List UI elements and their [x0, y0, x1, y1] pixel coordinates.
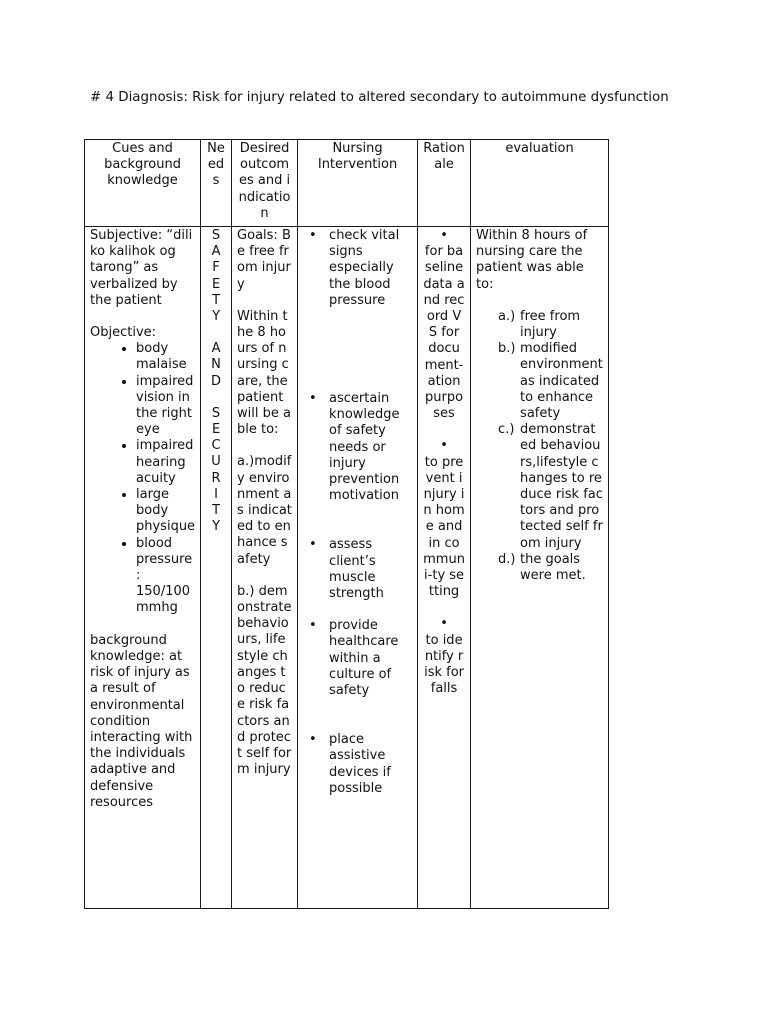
needs-letter: F [212, 260, 220, 276]
list-item: • impaired vision in the right eye [136, 374, 195, 439]
intervention-text: check vital signs especially the blood pressure [329, 228, 400, 308]
objective-label: Objective: [90, 325, 157, 341]
needs-letter: Y [212, 309, 221, 325]
list-item [498, 308, 603, 341]
needs-letter: I [214, 486, 218, 502]
item-text: modified environment as indicated to enhance safety [520, 341, 603, 422]
needs-letter: N [211, 357, 221, 373]
item-text: the goals were met. [520, 551, 586, 584]
item-marker: d.) [498, 551, 516, 567]
needs-word-and [206, 341, 226, 390]
list-item [309, 537, 412, 602]
needs-letter: E [211, 276, 221, 292]
intervention-text: ascertain knowledge of safety needs or injury prevention motivation [329, 391, 400, 504]
care-plan-table [84, 139, 609, 909]
evaluation-intro: Within 8 hours of nursing care the patient was able to: [476, 228, 588, 292]
list-item: • body malaise [136, 341, 195, 373]
intervention-text: provide healthcare within a culture of safety [329, 618, 399, 699]
needs-letter: S [211, 405, 221, 421]
needs-letter: C [211, 438, 221, 454]
list-item [309, 732, 412, 797]
needs-letter: R [211, 470, 221, 486]
bullet-icon: • [440, 616, 448, 632]
header-rationale: Rationale [418, 140, 471, 227]
list-item [498, 551, 603, 584]
needs-letter: Y [212, 519, 221, 535]
needs-letter: T [212, 292, 221, 308]
list-item [309, 228, 412, 309]
list-item [423, 438, 465, 600]
outcome-cell [232, 227, 298, 909]
header-outcome: Desired outcomes and indication [232, 140, 298, 227]
intervention-cell [298, 227, 418, 909]
needs-word-safety [206, 228, 226, 325]
evaluation-cell [471, 227, 609, 909]
needs-cell [201, 227, 232, 909]
list-item [498, 341, 603, 422]
list-item [498, 422, 603, 552]
rationale-text: for baseline data and record VS for document-ation purposes [423, 244, 465, 422]
item-marker: c.) [498, 422, 515, 438]
rationale-text: to prevent injury in home and in communi-ty setting [423, 454, 465, 600]
item-marker: a.) [498, 308, 516, 324]
needs-letter: A [211, 341, 221, 357]
content-row [85, 227, 609, 909]
list-item [423, 616, 465, 697]
needs-letter: E [211, 422, 221, 438]
item-marker: b.) [498, 341, 516, 357]
list-item: • blood pressure : 150/100 mmhg [136, 536, 195, 617]
outcome-goals: Goals: Be free from injury [237, 228, 291, 292]
list-item: • impaired hearing acuity [136, 438, 195, 487]
list-item: • large body physique [136, 487, 195, 536]
objective-list [90, 341, 195, 616]
header-needs: Needs [201, 140, 232, 227]
rationale-text: to identify risk for falls [424, 632, 464, 697]
outcome-within: Within the 8 hours of nursing care, the patient will be able to: [237, 308, 291, 438]
item-text: demonstrated behaviours,lifestyle changes to reduce risk factors and protected self from injury [520, 422, 603, 551]
subjective-text: Subjective: “dili ko kalihok og tarong” as verbalized by the patient [90, 228, 193, 308]
header-intervention: Nursing Intervention [298, 140, 418, 227]
intervention-text: place assistive devices if possible [329, 732, 391, 796]
bullet-icon: • [440, 228, 448, 244]
needs-letter: A [211, 244, 221, 260]
diagnosis-title: # 4 Diagnosis: Risk for injury related to altered secondary to autoimmune dysfunction [90, 90, 669, 105]
header-row [85, 140, 609, 227]
needs-letter: T [212, 503, 221, 519]
needs-letter: S [211, 228, 221, 244]
evaluation-list [476, 309, 603, 584]
needs-letter: D [211, 373, 222, 389]
bullet-icon: • [309, 391, 317, 407]
outcome-a: a.)modify environment as indicated to enhance safety [237, 454, 292, 567]
needs-letter: U [211, 454, 221, 470]
rationale-cell [418, 227, 471, 909]
header-cues: Cues and background knowledge [85, 140, 201, 227]
list-item [423, 228, 465, 422]
list-item [309, 391, 412, 504]
intervention-text: assess client’s muscle strength [329, 537, 384, 602]
item-text: free from injury [520, 308, 581, 341]
header-evaluation: evaluation [471, 140, 609, 227]
needs-word-security [206, 406, 226, 536]
outcome-b: b.) demonstrate behaviours, lifestyle changes to reduce risk factors and protect self form injury [237, 583, 292, 778]
rationale-list [423, 228, 465, 697]
bullet-icon: • [309, 228, 317, 244]
background-text: background knowledge: at risk of injury as a result of environmental condition interacting with the individuals adaptive and defensive resources [90, 632, 193, 810]
bullet-icon: • [309, 537, 317, 553]
list-item [309, 618, 412, 699]
cues-cell [85, 227, 201, 909]
bullet-icon: • [309, 618, 317, 634]
bullet-icon: • [309, 732, 317, 748]
intervention-list [303, 228, 412, 797]
bullet-icon: • [440, 438, 448, 454]
